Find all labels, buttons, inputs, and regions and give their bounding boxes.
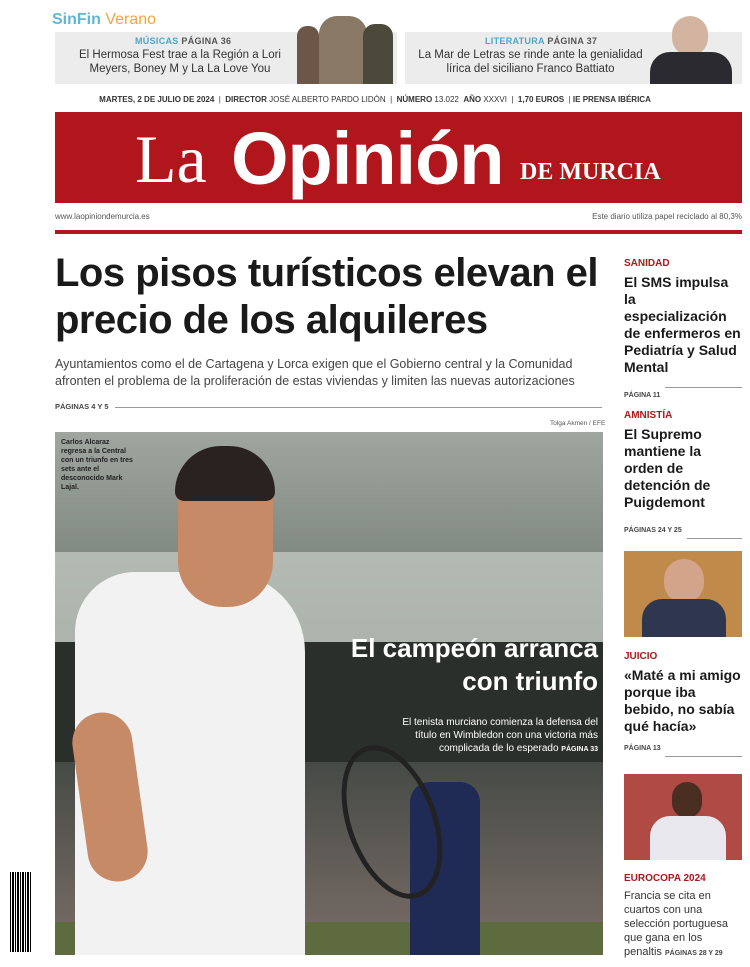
teaser-musicas[interactable]: [55, 32, 397, 84]
recycled-note: Este diario utiliza papel reciclado al 80,3%: [592, 212, 742, 221]
photo-text: El tenista murciano comienza la defensa del título en Wimbledon con una victoria más complicada de lo esperado PÁGINA 33: [402, 717, 598, 754]
sidebar-page: PÁGINAS 24 Y 25: [624, 527, 682, 534]
photo-credit: Tolga Akmen / EFE: [550, 420, 606, 427]
sidebar-sanidad[interactable]: [624, 258, 742, 399]
sinfin-text: SinFin: [52, 11, 101, 28]
sidebar-headline: El Supremo mantiene la orden de detención de Puigdemont: [624, 426, 711, 510]
divider: [687, 538, 742, 539]
teaser-text: La Mar de Letras se rinde ante la genialidad lírica del siciliano Franco Battiato: [418, 49, 643, 75]
juicio-photo: [624, 551, 742, 637]
red-divider: [55, 230, 742, 234]
website-url[interactable]: www.laopiniondemurcia.es: [55, 212, 150, 221]
sidebar-headline: «Maté a mi amigo porque iba bebido, no sabía qué hacía»: [624, 667, 741, 734]
sidebar-page: PÁGINA 13: [624, 745, 661, 752]
divider: [665, 756, 742, 757]
teaser-text: El Hermosa Fest trae a la Región a Lori Meyers, Boney M y La La Love You: [79, 49, 281, 75]
masthead[interactable]: [55, 112, 742, 203]
masthead-opinion: Opinión: [231, 117, 504, 200]
battiato-photo: [650, 16, 732, 84]
sidebar-eurocopa[interactable]: [624, 873, 742, 961]
masthead-de-murcia: DE MURCIA: [520, 159, 661, 185]
verano-text: Verano: [105, 11, 157, 28]
teaser-literatura[interactable]: [405, 32, 742, 84]
sidebar-headline: El SMS impulsa la especialización de enfermeros en Pediatría y Salud Mental: [624, 274, 741, 375]
sidebar-juicio[interactable]: [624, 651, 742, 752]
divider: [115, 407, 602, 408]
dateline: MARTES, 2 DE JULIO DE 2024 | DIRECTOR JOSÉ ALBERTO PARDO LIDÓN | NÚMERO 13.022 AÑO XXXVI | 1,70 EUROS | IE PRENSA IBÉRICA: [99, 95, 651, 104]
photo-headline[interactable]: El campeón arranca con triunfo: [350, 633, 598, 696]
sidebar-page: PÁGINA 11: [624, 392, 661, 399]
lead-headline[interactable]: Los pisos turísticos elevan el precio de los alquileres: [55, 251, 598, 342]
masthead-la: La: [135, 121, 207, 197]
section-label: EUROCOPA 2024: [624, 873, 706, 884]
sidebar-amnistia[interactable]: [624, 410, 742, 534]
photo-caption: Carlos Alcaraz regresa a la Central con un triunfo en tres sets ante el desconocido Mark Lajal.: [61, 439, 133, 491]
sidebar-text: Francia se cita en cuartos con una selección portuguesa que gana en los penaltis PÁGINAS 28 Y 29: [624, 890, 728, 958]
divider: [665, 387, 742, 388]
teaser-section: LITERATURA PÁGINA 37: [485, 36, 598, 46]
section-label: JUICIO: [624, 651, 658, 662]
teaser-section: MÚSICAS PÁGINA 36: [135, 36, 232, 46]
barcode: [10, 872, 32, 952]
lead-pages: PÁGINAS 4 Y 5: [55, 402, 109, 411]
section-label: SANIDAD: [624, 258, 670, 269]
eurocopa-photo: [624, 774, 742, 860]
section-label: AMNISTÍA: [624, 410, 673, 421]
sinfin-logo: [52, 11, 156, 29]
lead-subhead: Ayuntamientos como el de Cartagena y Lorca exigen que el Gobierno central y la Comunidad afronten el problema de la proliferación de estas viviendas y limiten las nuevas autorizaciones: [55, 357, 575, 388]
band-photo: [297, 12, 393, 84]
